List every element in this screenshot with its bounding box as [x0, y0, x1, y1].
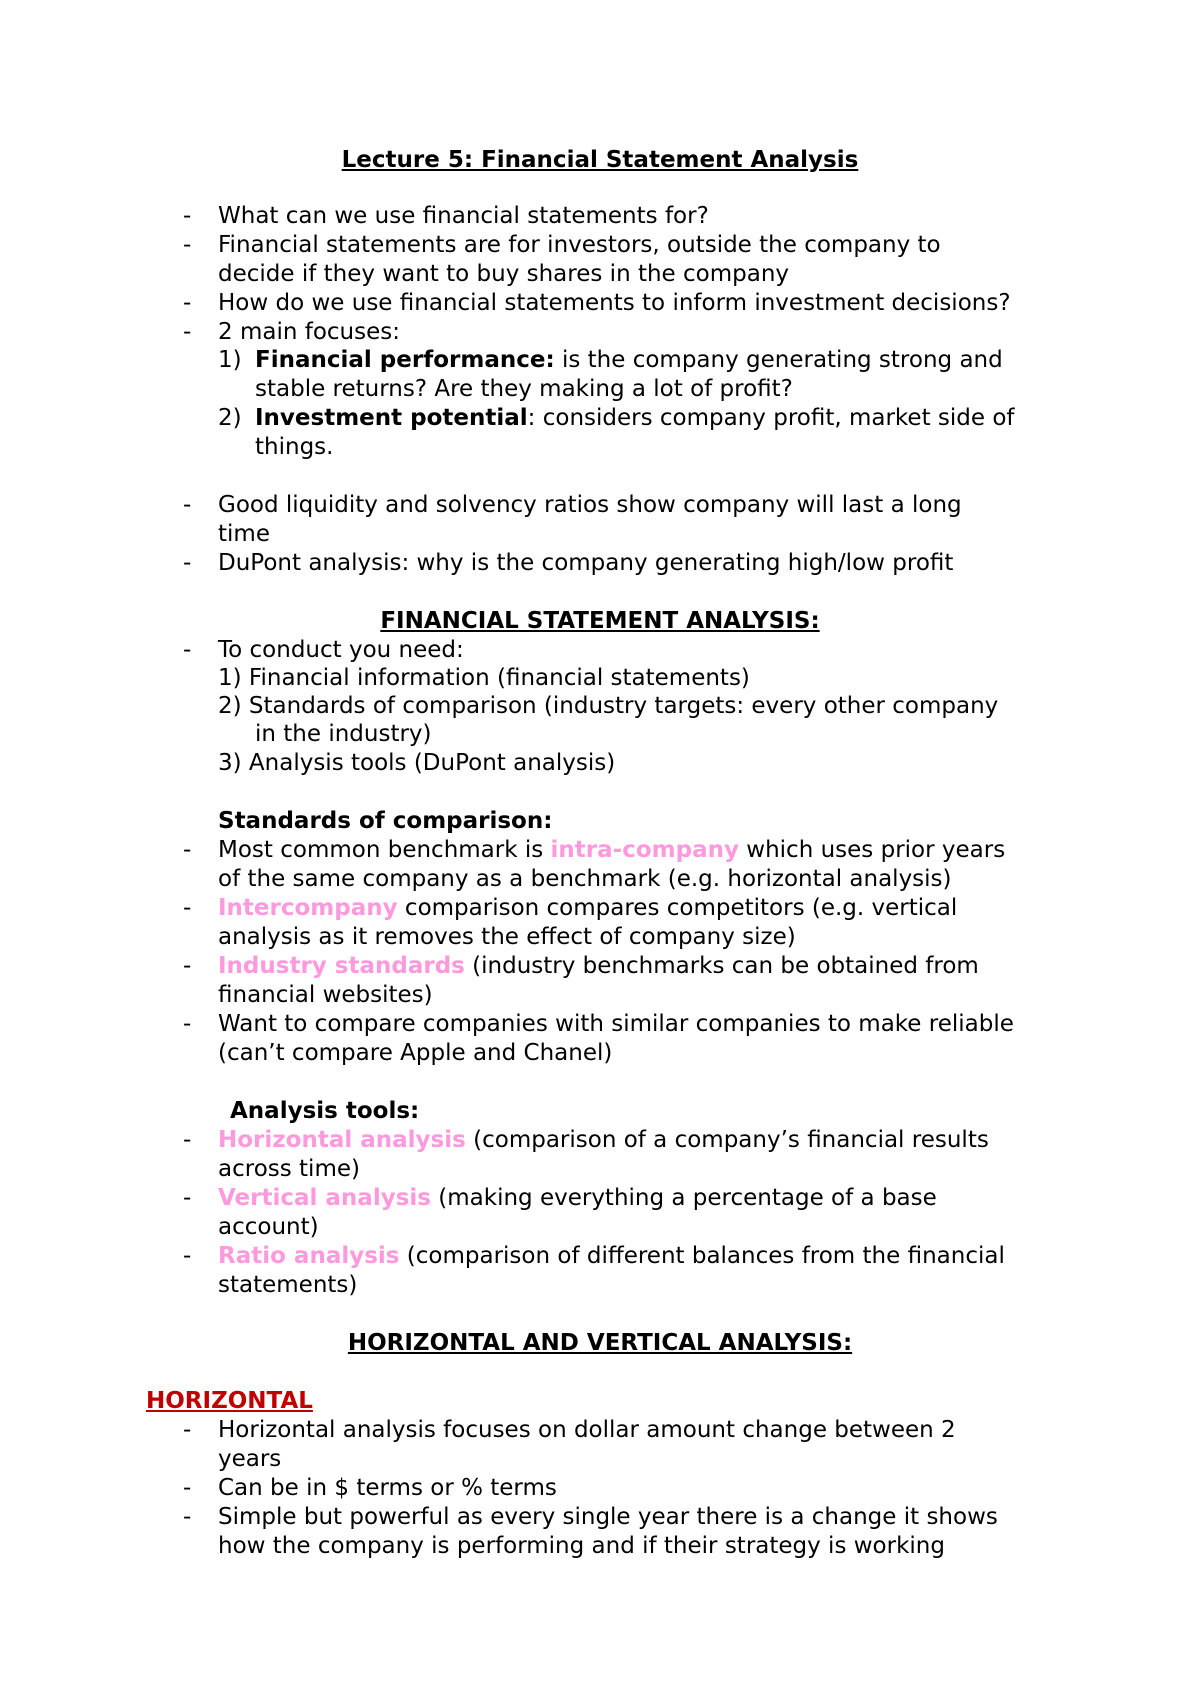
bullet-text-continued: years [218, 1446, 282, 1472]
bullet-text: How do we use financial statements to inform investment decisions? [218, 290, 1011, 316]
bullet-text: What can we use financial statements for? [218, 203, 709, 229]
bullet-text [218, 1242, 1005, 1270]
subsection-heading: Analysis tools: [230, 1098, 420, 1124]
numbered-item-text [255, 404, 1015, 432]
page-title: Lecture 5: Financial Statement Analysis [341, 147, 859, 173]
bullet-text-continued: time [218, 521, 270, 547]
bullet-text-continued: financial websites) [218, 982, 433, 1008]
bullet-text: Want to compare companies with similar companies to make reliable [218, 1011, 1014, 1037]
bullet-dash: - [183, 1475, 192, 1501]
bullet-text: 2 main focuses: [218, 319, 400, 345]
bullet-text: Financial statements are for investors, outside the company to [218, 232, 941, 258]
highlighted-term: Ratio analysis [218, 1243, 400, 1269]
numbered-item: 1) Financial information (financial statements) [218, 665, 750, 691]
bullet-text: Horizontal analysis focuses on dollar amount change between 2 [218, 1417, 956, 1443]
numbered-item-rest: : considers company profit, market side of [527, 405, 1015, 431]
bullet-text: Can be in $ terms or % terms [218, 1475, 557, 1501]
bullet-text-post: comparison compares competitors (e.g. vertical [397, 895, 958, 921]
bullet-text-continued: decide if they want to buy shares in the company [218, 261, 790, 287]
bullet-text-continued: across time) [218, 1156, 360, 1182]
bullet-text-continued: how the company is performing and if their strategy is working [218, 1533, 945, 1559]
bullet-text [218, 952, 979, 980]
numbered-item-continued: in the industry) [255, 721, 432, 747]
numbered-item-number: 1) [218, 347, 242, 373]
bullet-dash: - [183, 232, 192, 258]
bullet-dash: - [183, 319, 192, 345]
bullet-dash: - [183, 637, 192, 663]
bullet-dash: - [183, 1185, 192, 1211]
numbered-item-bold: Investment potential [255, 405, 528, 431]
highlighted-term: intra-company [550, 837, 739, 863]
bullet-text: Simple but powerful as every single year there is a change it shows [218, 1504, 998, 1530]
bullet-text-pre: Most common benchmark is [218, 837, 551, 863]
bullet-dash: - [183, 290, 192, 316]
numbered-item-continued: things. [255, 434, 334, 460]
bullet-dash: - [183, 837, 192, 863]
bullet-text-continued: analysis as it removes the effect of company size) [218, 924, 796, 950]
bullet-dash: - [183, 550, 192, 576]
subsection-heading-red: HORIZONTAL [146, 1388, 313, 1414]
highlighted-term: Horizontal analysis [218, 1127, 466, 1153]
numbered-item-number: 2) [218, 405, 242, 431]
bullet-text-post: (making everything a percentage of a base [430, 1185, 937, 1211]
bullet-dash: - [183, 895, 192, 921]
bullet-dash: - [183, 1243, 192, 1269]
bullet-dash: - [183, 1011, 192, 1037]
section-heading: FINANCIAL STATEMENT ANALYSIS: [380, 608, 820, 634]
bullet-text [218, 894, 957, 922]
highlighted-term: Vertical analysis [218, 1185, 431, 1211]
bullet-text [218, 1126, 989, 1154]
numbered-item-bold: Financial performance: [255, 347, 555, 373]
numbered-item: 3) Analysis tools (DuPont analysis) [218, 750, 616, 776]
bullet-dash: - [183, 1417, 192, 1443]
numbered-item-rest: is the company generating strong and [554, 347, 1003, 373]
numbered-item-continued: stable returns? Are they making a lot of profit? [255, 376, 793, 402]
bullet-dash: - [183, 953, 192, 979]
bullet-dash: - [183, 203, 192, 229]
bullet-text [218, 836, 1005, 864]
bullet-dash: - [183, 1127, 192, 1153]
bullet-text: To conduct you need: [218, 637, 464, 663]
subsection-heading: Standards of comparison: [218, 808, 553, 834]
numbered-item: 2) Standards of comparison (industry targets: every other company [218, 693, 999, 719]
bullet-text-post: (comparison of different balances from the financial [399, 1243, 1005, 1269]
bullet-text-post: which uses prior years [738, 837, 1006, 863]
bullet-text-continued: (can’t compare Apple and Chanel) [218, 1040, 613, 1066]
bullet-text-continued: of the same company as a benchmark (e.g. horizontal analysis) [218, 866, 952, 892]
bullet-text: DuPont analysis: why is the company generating high/low profit [218, 550, 954, 576]
bullet-text [218, 1184, 937, 1212]
bullet-text-continued: statements) [218, 1272, 358, 1298]
highlighted-term: Intercompany [218, 895, 398, 921]
numbered-item-text [255, 346, 1003, 374]
section-heading: HORIZONTAL AND VERTICAL ANALYSIS: [347, 1330, 853, 1356]
bullet-text: Good liquidity and solvency ratios show company will last a long [218, 492, 962, 518]
bullet-dash: - [183, 492, 192, 518]
bullet-text-post: (industry benchmarks can be obtained from [464, 953, 979, 979]
bullet-text-continued: account) [218, 1214, 319, 1240]
bullet-dash: - [183, 1504, 192, 1530]
bullet-text-post: (comparison of a company’s financial results [465, 1127, 989, 1153]
highlighted-term: Industry standards [218, 953, 465, 979]
